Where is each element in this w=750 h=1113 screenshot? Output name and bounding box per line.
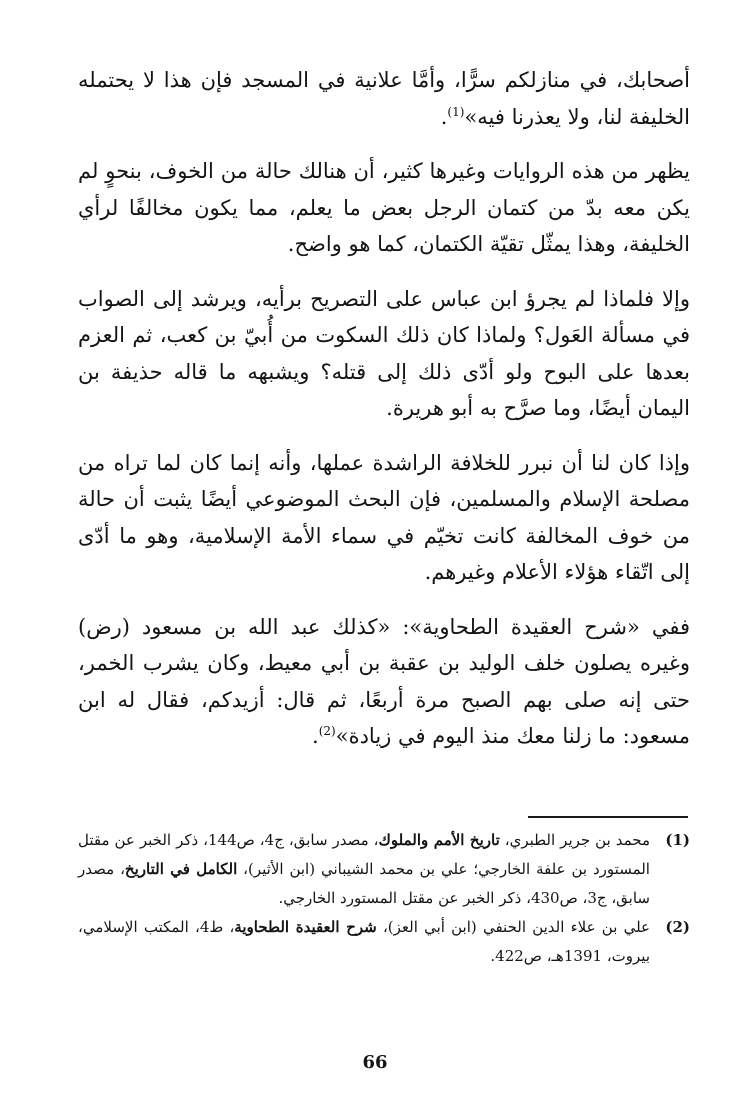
footnote-2-part-b: ، ط4، المكتب الإسلامي، بيروت، 1391هـ، ص422. [78, 918, 650, 965]
paragraph-3 [78, 281, 690, 427]
paragraph-5-text: ففي «شرح العقيدة الطحاوية»: «كذلك عبد الله بن مسعود (رض) وغيره يصلون خلف الوليد بن عقبة بن أبي معيط، وكان يشرب الخمر، حتى إنه صلى بهم الصبح مرة أربعًا، ثم قال: أزيدكم، فقال له ابن مسعود: ما زلنا معك منذ اليوم في زيادة» [78, 614, 690, 748]
footnote-2 [78, 913, 690, 971]
paragraph-1-tail: . [440, 104, 448, 129]
footnote-number: (1) [665, 831, 690, 849]
footnote-1-book-title: تاريخ الأمم والملوك [378, 831, 500, 849]
footnote-2-book-title: شرح العقيدة الطحاوية [234, 918, 377, 936]
footnote-number: (2) [665, 918, 690, 936]
paragraph-5-tail: . [312, 724, 319, 748]
footnote-1-part-b: ، مصدر سابق، ج4، ص144، ذكر الخبر عن مقتل المستورد بن علفة الخارجي؛ علي بن محمد الشيباني (ابن الأثير)، [78, 831, 650, 878]
footnote-1-book-title-2: الكامل في التاريخ [124, 860, 238, 878]
footnote-ref-2[interactable]: (2) [318, 724, 336, 738]
footnote-divider [528, 816, 688, 818]
paragraph-2 [78, 153, 690, 263]
paragraph-2-text: يظهر من هذه الروايات وغيرها كثير، أن هنالك حالة من الخوف، بنحوٍ لم يكن معه بدّ من كتمان الرجل بعض ما يعلم، مما يكون مخالفًا لرأي الخليفة، وهذا يمثّل تقيّة الكتمان، كما هو واضح. [78, 159, 690, 256]
paragraph-4-text: وإذا كان لنا أن نبرر للخلافة الراشدة عملها، وأنه إنما كان لما تراه من مصلحة الإسلام والمسلمين، فإن البحث الموضوعي أيضًا يثبت أن حالة من خوف المخالفة كانت تخيّم في سماء الأمة الإسلامية، وهو ما أدّى إلى اتّقاء هؤلاء الأعلام وغيرهم. [78, 450, 690, 584]
paragraph-5 [78, 609, 690, 755]
footnote-1-part-c: ، مصدر سابق، ج3، ص430، ذكر الخبر عن مقتل المستورد الخارجي. [78, 860, 650, 907]
paragraph-1 [78, 62, 690, 135]
footnote-1-part-a: محمد بن جرير الطبري، [499, 831, 651, 849]
footnotes-list [78, 826, 690, 971]
footnote-text [78, 913, 650, 971]
footnote-ref-1[interactable]: (1) [447, 104, 465, 119]
page-number: 66 [362, 1052, 388, 1073]
page-body [78, 62, 690, 773]
paragraph-4 [78, 445, 690, 591]
paragraph-3-text: وإلا فلماذا لم يجرؤ ابن عباس على التصريح برأيه، ويرشد إلى الصواب في مسألة العَول؟ ولماذا كان ذلك السكوت من أُبيّ بن كعب، ثم العزم بعدها على البوح ولو أدّى ذلك إلى قتله؟ ويشبهه ما قاله حذيفة بن اليمان أيضًا، وما صرَّح به أبو هريرة. [78, 286, 690, 420]
footnote-2-part-a: علي بن علاء الدين الحنفي (ابن أبي العز)، [376, 918, 650, 936]
footnote-text [78, 826, 650, 913]
paragraph-1-text: أصحابك، في منازلكم سرًّا، وأمَّا علانية في المسجد فإن هذا لا يحتمله الخليفة لنا، ولا يعذرنا فيه» [78, 68, 690, 129]
footnote-1 [78, 826, 690, 913]
